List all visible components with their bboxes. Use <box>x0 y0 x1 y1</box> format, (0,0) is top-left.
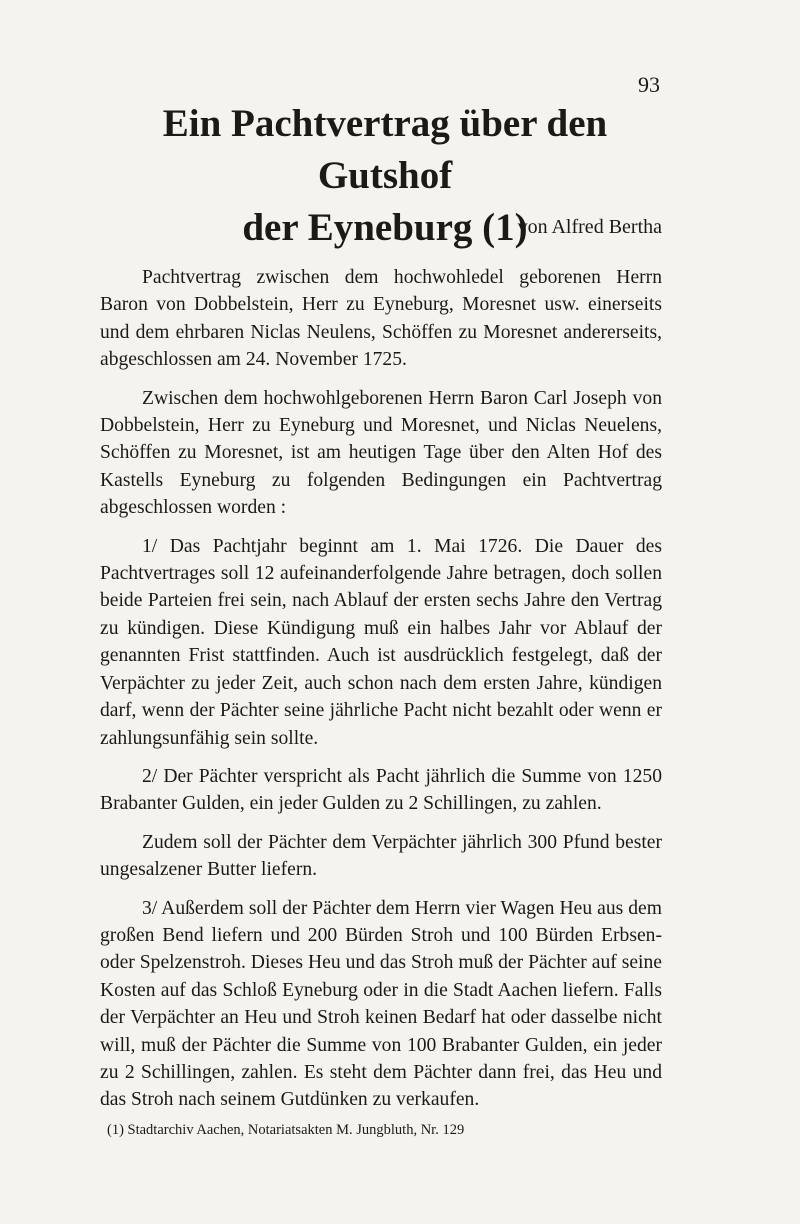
title-line-2: der Eyneburg (1) <box>242 206 528 249</box>
title-line-1: Ein Pachtvertrag über den Gutshof <box>162 102 608 197</box>
author-byline: von Alfred Bertha <box>517 216 662 238</box>
footnote: (1) Stadtarchiv Aachen, Notariatsakten M. Jungbluth, Nr. 129 <box>107 1122 465 1138</box>
paragraph: Zudem soll der Pächter dem Verpächter jährlich 300 Pfund bester ungesalzener Butter liefern. <box>100 831 662 881</box>
article-body <box>100 264 662 1125</box>
page-number: 93 <box>638 72 660 97</box>
paragraph: 3/ Außerdem soll der Pächter dem Herrn vier Wagen Heu aus dem großen Bend liefern und 200 Bürden Stroh und 100 Bürden Erbsen- oder Spelzenstroh. Dieses Heu und das Stroh muß der Pächter auf seine Kosten auf das Schloß Eyneburg oder in die Stadt Aachen liefern. Falls der Verpächter an Heu und Stroh keinen Bedarf hat oder dasselbe nicht will, muß der Pächter die Summe von 100 Brabanter Gulden, ein jeder zu 2 Schillingen, zahlen. Es steht dem Pächter dann frei, das Heu und das Stroh nach seinem Gutdünken zu verkaufen. <box>100 897 662 1111</box>
paragraph: 2/ Der Pächter verspricht als Pacht jährlich die Summe von 1250 Brabanter Gulden, ein jeder Gulden zu 2 Schillingen, zu zahlen. <box>100 765 662 815</box>
paragraph: Pachtvertrag zwischen dem hochwohledel geborenen Herrn Baron von Dobbelstein, Herr zu Eyneburg, Moresnet usw. einerseits und dem ehrbaren Niclas Neulens, Schöffen zu Moresnet andererseits, abgeschlossen am 24. November 1725. <box>100 267 662 371</box>
paragraph: Zwischen dem hochwohlgeborenen Herrn Baron Carl Joseph von Dobbelstein, Herr zu Eyneburg und Moresnet, und Niclas Neuelens, Schöffen zu Moresnet, ist am heutigen Tage über den Alten Hof des Kastells Eyneburg zu folgenden Bedingungen ein Pachtvertrag abgeschlossen worden : <box>100 387 662 519</box>
paragraph: 1/ Das Pachtjahr beginnt am 1. Mai 1726. Die Dauer des Pachtvertrages soll 12 aufeinanderfolgende Jahre betragen, doch sollen beide Parteien frei sein, nach Ablauf der ersten sechs Jahre den Vertrag zu kündigen. Diese Kündigung muß ein halbes Jahr vor Ablauf der genannten Frist stattfinden. Auch ist ausdrücklich festgelegt, daß der Verpächter zu jeder Zeit, auch schon nach dem ersten Jahre, kündigen darf, wenn der Pächter seine jährliche Pacht nicht bezahlt oder wenn er zahlungsunfähig sein sollte. <box>100 535 662 749</box>
